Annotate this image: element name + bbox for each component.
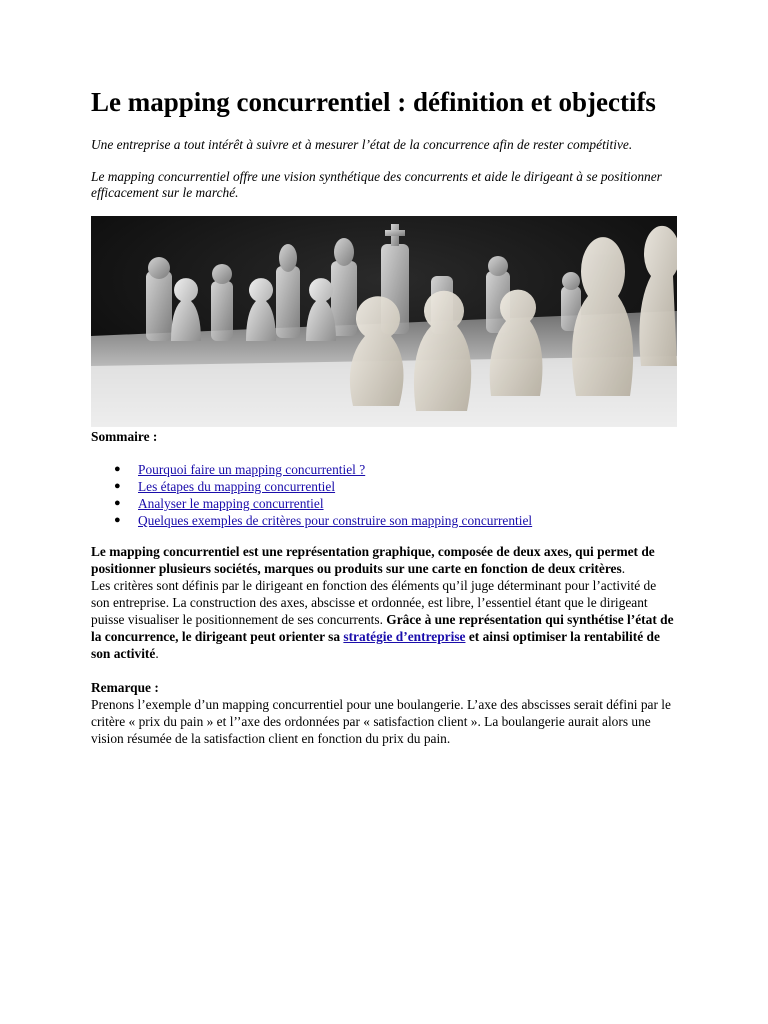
toc-item <box>114 478 677 495</box>
body-section <box>91 543 677 662</box>
bullet-icon: ● <box>114 514 121 526</box>
bullet-icon: ● <box>114 497 121 509</box>
definition-bold: Le mapping concurrentiel est une représentation graphique, composée de deux axes, qui permet de positionner plusieurs sociétés, marques ou produits sur une carte en fonction de deux critères <box>91 544 655 576</box>
toc-link-pourquoi[interactable]: Pourquoi faire un mapping concurrentiel ? <box>138 462 366 477</box>
summary-heading: Sommaire : <box>91 429 158 444</box>
remark-section <box>91 679 677 747</box>
definition-end: . <box>621 561 626 576</box>
toc-link-analyser[interactable]: Analyser le mapping concurrentiel <box>138 496 324 511</box>
strategy-link[interactable]: stratégie d’entreprise <box>343 629 466 644</box>
toc-link-etapes[interactable]: Les étapes du mapping concurrentiel <box>138 479 336 494</box>
document-page <box>91 86 677 747</box>
criteria-end: . <box>155 646 159 661</box>
intro-paragraph-2: Le mapping concurrentiel offre une vision synthétique des concurrents et aide le dirigeant à se positionner efficacement sur le marché. <box>91 169 662 200</box>
toc-item <box>114 512 677 529</box>
criteria-bold: Grâce à une représentation qui synthétise l’état de la concurrence, le dirigeant peut orienter sa <box>91 612 674 644</box>
bullet-icon: ● <box>114 463 121 475</box>
bullet-icon: ● <box>114 480 121 492</box>
table-of-contents <box>91 461 677 529</box>
definition-paragraph <box>91 543 677 577</box>
criteria-bold-end: et ainsi optimiser la rentabilité de son activité <box>91 629 660 661</box>
criteria-text: Les critères sont définis par le dirigeant en fonction des éléments qu’il juge déterminant pour l’activité de son entreprise. La construction des axes, abscisse et ordonnée, est libre, l’essentiel étant que le dirigeant puisse visualiser le positionnement de ses concurrents. <box>91 578 657 627</box>
toc-item <box>114 461 677 478</box>
remark-text: Prenons l’exemple d’un mapping concurrentiel pour une boulangerie. L’axe des abscisses serait défini par le critère « prix du pain » et l’’axe des ordonnées par « satisfaction client ». La boulangerie aurait alors une vision résumée de la satisfaction client en fonction du prix du pain. <box>91 697 671 746</box>
toc-item <box>114 495 677 512</box>
chess-photo <box>91 216 677 427</box>
intro-paragraph-1: Une entreprise a tout intérêt à suivre et à mesurer l’état de la concurrence afin de rester compétitive. <box>91 137 633 152</box>
remark-heading <box>91 679 677 696</box>
criteria-paragraph <box>91 577 677 662</box>
toc-link-exemples[interactable]: Quelques exemples de critères pour construire son mapping concurrentiel <box>138 513 533 528</box>
remark-heading-text: Remarque : <box>91 680 159 695</box>
page-title: Le mapping concurrentiel : définition et objectifs <box>91 87 656 117</box>
